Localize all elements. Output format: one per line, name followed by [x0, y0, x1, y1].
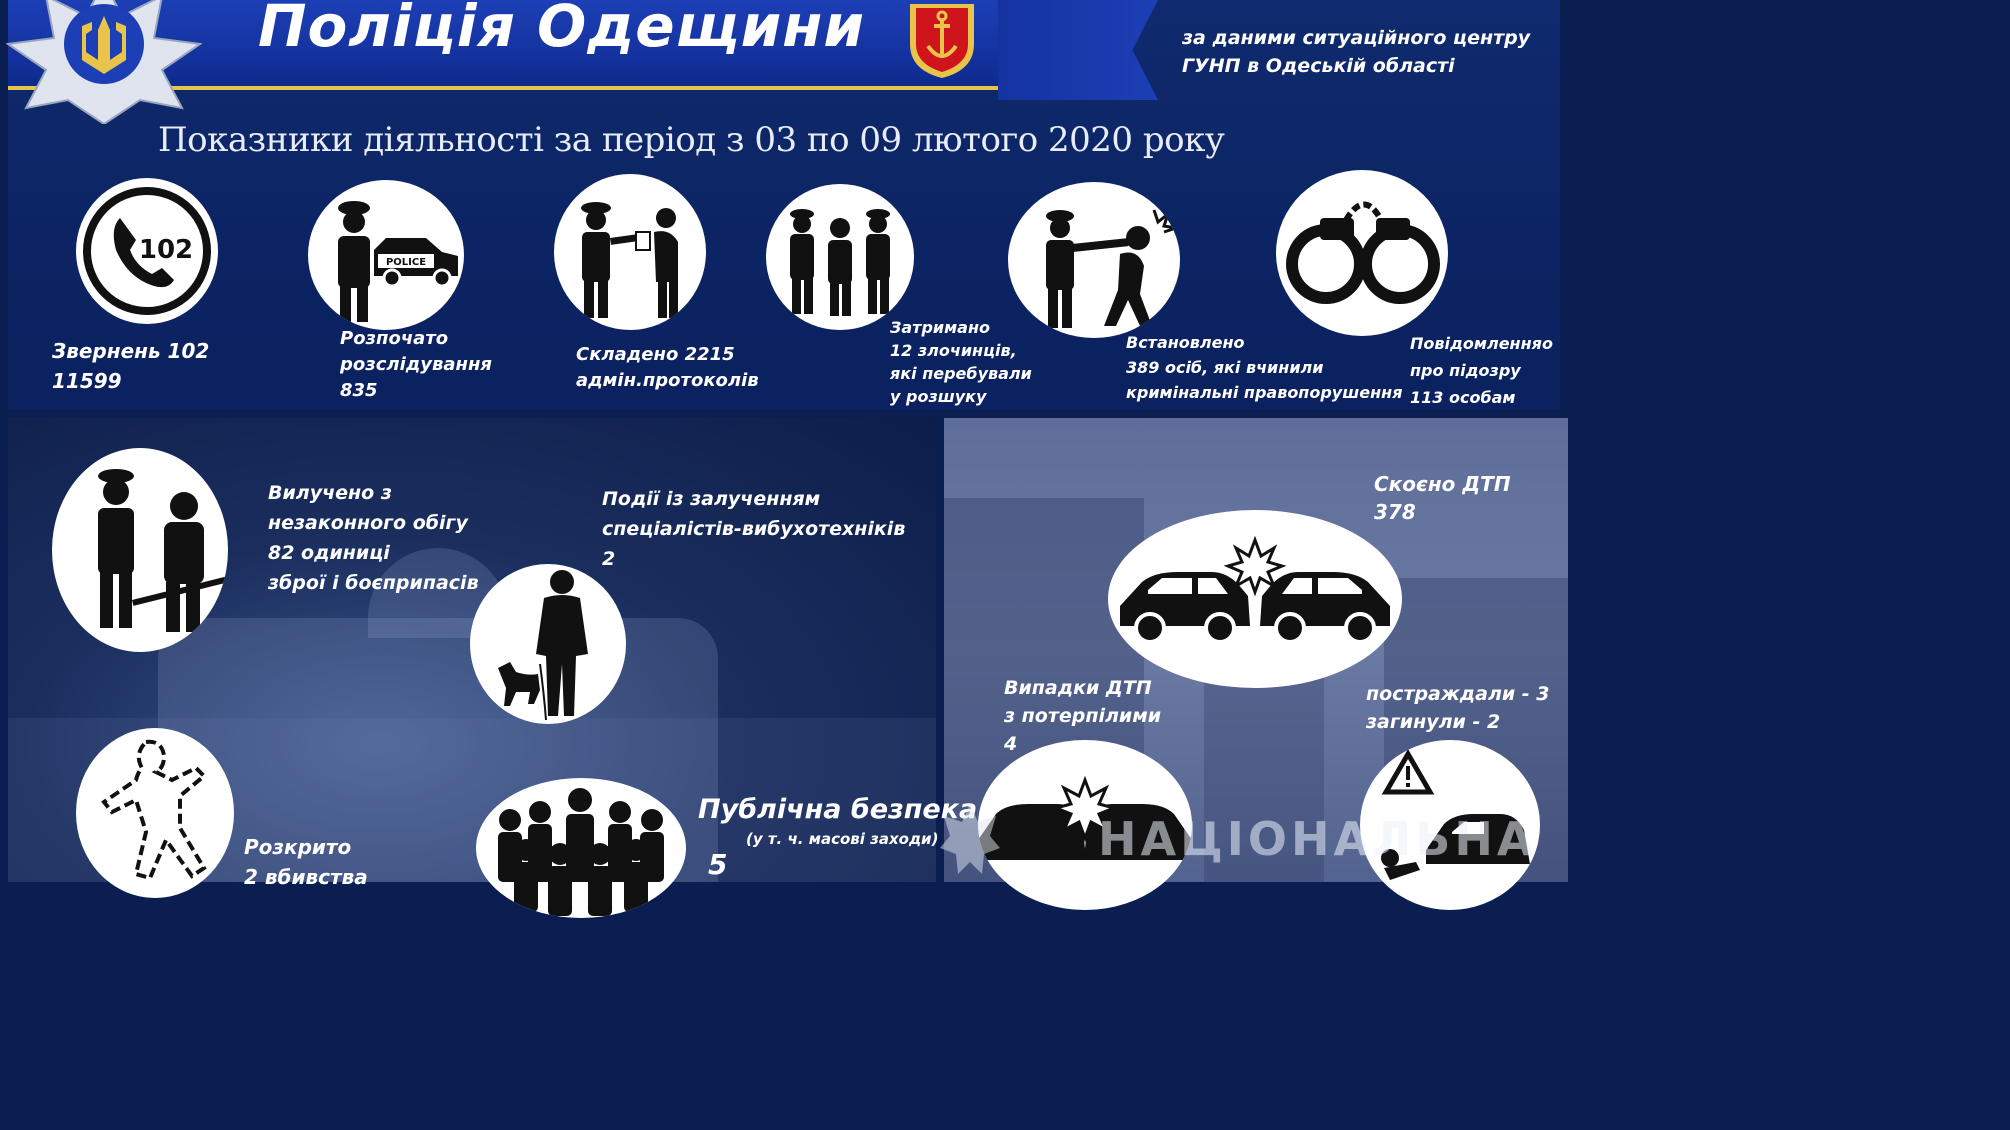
stat-line: у розшуку: [890, 387, 987, 406]
traffic-accidents-total: [1374, 470, 1511, 526]
stat-detained: [890, 316, 1032, 408]
stat-value: 835: [340, 380, 378, 401]
stat-value: 11599: [52, 369, 122, 393]
solved-murders-label: [244, 832, 368, 892]
police-car-label: POLICE: [385, 257, 427, 268]
stat-line: Встановлено: [1126, 333, 1245, 352]
stat-identified-offenders: [1126, 330, 1402, 405]
stat-line: про підозру: [1410, 361, 1521, 380]
victims-label: [1366, 680, 1550, 736]
solved-line: 2 вбивства: [244, 865, 368, 889]
stat-line: Повідомленняо: [1410, 334, 1553, 353]
stat-line: 12 злочинців,: [890, 341, 1017, 360]
stat-102-calls: [52, 336, 209, 396]
stat-line: які перебували: [890, 364, 1032, 383]
stat-line: Затримано: [890, 318, 991, 337]
explosives-value: 2: [602, 548, 616, 570]
explosives-line: спеціалістів-вибухотехніків: [602, 518, 906, 540]
car-collision-icon: [1108, 510, 1402, 688]
crime-scene-outline-icon: [76, 728, 234, 898]
weapons-seized-label: [268, 478, 479, 598]
stat-line: розслідування: [340, 354, 492, 375]
detained-criminal-icon: [766, 184, 914, 330]
stat-suspicion-notices: [1410, 330, 1553, 411]
solved-line: Розкрито: [244, 835, 352, 859]
source-line-1: за даними ситуаційного центру: [1182, 27, 1531, 49]
stat-protocols: [576, 342, 759, 394]
page-title: Поліція Одещини: [258, 0, 866, 60]
stat-line: 113 особам: [1410, 388, 1516, 407]
phone-102-icon: [76, 178, 218, 324]
data-source: [1182, 24, 1530, 80]
period-title: Показники діяльності за період з 03 по 09 лютого 2020 року: [158, 120, 1225, 160]
stat-line: Складено 2215: [576, 344, 735, 365]
traffic-line: Випадки ДТП: [1004, 677, 1152, 699]
watermark-text: НАЦІОНАЛЬНА: [1098, 812, 1537, 866]
watermark-police-logo: [940, 804, 1000, 882]
traffic-line: загинули - 2: [1366, 711, 1501, 733]
traffic-line: Скоєно ДТП: [1374, 472, 1511, 496]
arrest-suspect-icon: [1008, 182, 1180, 338]
police-officer-car-icon: [308, 180, 464, 330]
public-safety-subtitle: (у т. ч. масові заходи): [746, 830, 939, 848]
officer-issuing-ticket-icon: [554, 174, 706, 330]
explosives-line: Події із залученням: [602, 488, 821, 510]
public-safety-title: Публічна безпека: [698, 794, 978, 825]
traffic-line: постраждали - 3: [1366, 683, 1550, 705]
stat-investigations: [340, 326, 492, 404]
traffic-line: з потерпілими: [1004, 705, 1162, 727]
stat-line: Звернень 102: [52, 339, 210, 363]
stat-line: кримінальні правопорушення: [1126, 383, 1403, 402]
weapons-line: незаконного обігу: [268, 512, 468, 534]
stat-line: Розпочато: [340, 328, 449, 349]
handcuffs-icon: [1276, 170, 1448, 336]
weapons-line: Вилучено з: [268, 482, 392, 504]
phone-number-text: 102: [138, 235, 194, 265]
traffic-value: 378: [1374, 500, 1416, 524]
traffic-value: 4: [1004, 733, 1018, 755]
police-star-logo: [6, 0, 202, 124]
weapons-line: 82 одиниці: [268, 542, 390, 564]
explosives-events-label: [602, 484, 905, 574]
bomb-squad-dog-icon: [470, 564, 626, 724]
weapons-line: зброї і боєприпасів: [268, 572, 479, 594]
weapon-seizure-icon: [52, 448, 228, 652]
stat-line: адмін.протоколів: [576, 370, 759, 391]
crowd-public-safety-icon: [476, 778, 686, 918]
public-safety-value: 5: [708, 848, 728, 881]
odesa-coat-of-arms: [906, 0, 978, 78]
stat-line: 389 осіб, які вчинили: [1126, 358, 1324, 377]
source-line-2: ГУНП в Одеській області: [1182, 55, 1455, 77]
